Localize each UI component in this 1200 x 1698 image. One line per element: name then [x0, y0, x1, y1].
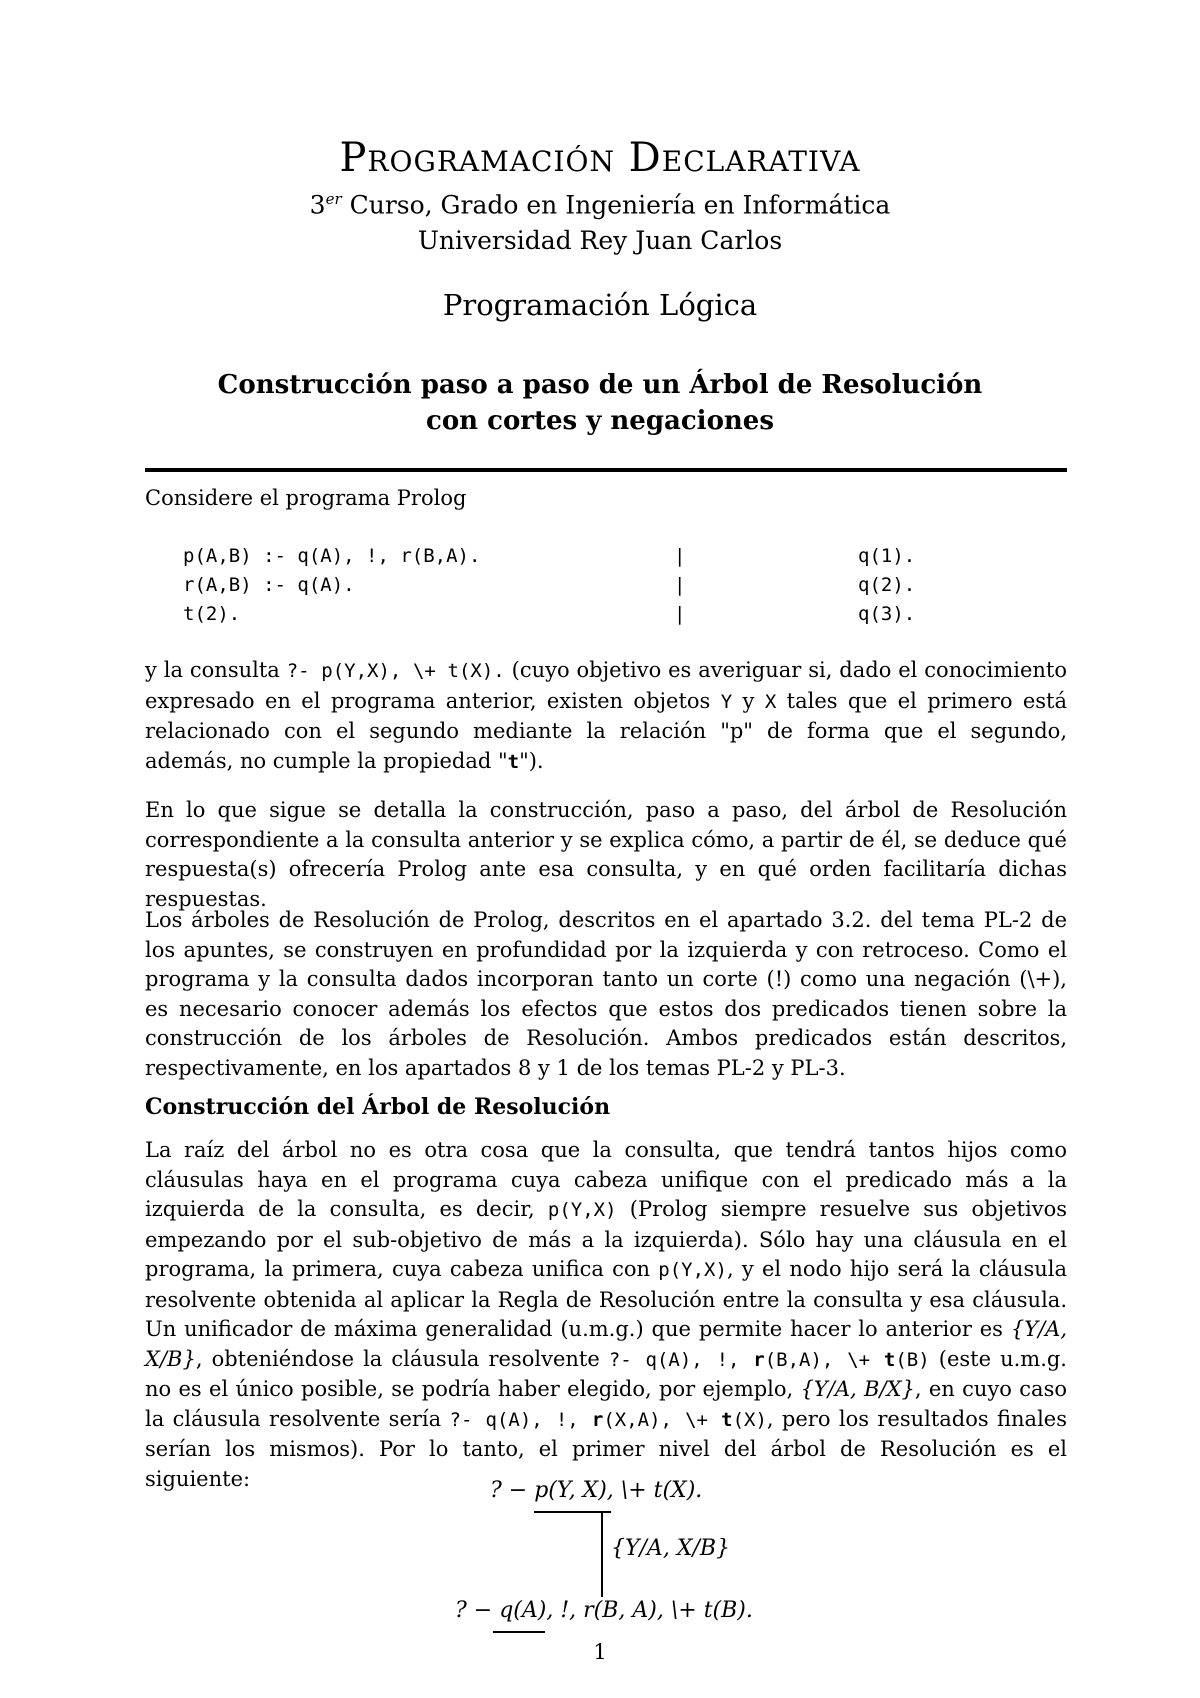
- p4-text-d: , obteniéndose la cláusula resolvente: [195, 1346, 609, 1371]
- program-line-1: p(A,B) :- q(A), !, r(B,A).: [183, 545, 481, 567]
- program-line-2: r(A,B) :- q(A).: [183, 574, 355, 596]
- p4-code-2: p(Y,X): [658, 1259, 727, 1281]
- query-paragraph: [145, 656, 1067, 777]
- heading-line-2: con cortes y negaciones: [425, 406, 774, 436]
- fact-q1: q(1).: [858, 545, 916, 567]
- p4-code-4a: ?- q(A), !,: [449, 1408, 592, 1431]
- course-superscript: er: [325, 190, 342, 208]
- query-and: y: [732, 688, 765, 713]
- p4-code-4t: t: [721, 1408, 733, 1431]
- separator-1: |: [674, 545, 686, 567]
- fact-q3: q(3).: [858, 603, 916, 625]
- course-line: [0, 190, 1200, 219]
- university-name: Universidad Rey Juan Carlos: [417, 226, 783, 255]
- p4-text-f: , en cuyo caso la cláusula resolvente sería: [145, 1377, 1067, 1431]
- p4-text-e: (este u.m.g. no es el único posible, se podría haber elegido, por ejemplo,: [145, 1346, 1067, 1401]
- tree-root-node: ? − p(Y, X), \+ t(X).: [490, 1478, 703, 1503]
- horizontal-rule: [145, 468, 1067, 472]
- p4-text-a: La raíz del árbol no es otra cosa que la consulta, que tendrá tantos hijos como cláusulas haya en el programa cuya cabeza unifique con el predicado más a la izquierda de la consulta, es decir,: [145, 1138, 1067, 1221]
- program-line-3: t(2).: [183, 603, 241, 625]
- predicate-t: t: [507, 750, 520, 773]
- p4-code-3a: ?- q(A), !,: [608, 1348, 754, 1371]
- query-text-2: tales que el primero está relacionado con el segundo mediante la relación "p" de forma que el segundo, además, no cumple la propiedad ": [145, 688, 1068, 773]
- program-left-column: [183, 542, 480, 629]
- p4-code-4b: (X,A), \+: [603, 1408, 722, 1431]
- query-code: ?- p(Y,X), \+ t(X).: [286, 660, 505, 682]
- subject-title: Programación Lógica: [442, 288, 758, 322]
- page-number: 1: [593, 1640, 607, 1664]
- p4-code-3r: r: [753, 1348, 765, 1371]
- course-number: 3: [309, 190, 326, 220]
- program-right-column: [858, 542, 915, 629]
- document-title: Programación Declarativa: [339, 135, 861, 181]
- p4-code-3t: t: [883, 1348, 896, 1371]
- query-text-3: ").: [519, 748, 544, 773]
- separator-2: |: [674, 574, 686, 596]
- p4-text-g: , pero los resultados finales serían los mismos). Por lo tanto, el primer nivel del árbol de Resolución es el siguiente:: [145, 1406, 1067, 1491]
- tree-child-node: ? − q(A), !, r(B, A), \+ t(B).: [455, 1598, 753, 1623]
- heading-line-1: Construcción paso a paso de un Árbol de Resolución: [217, 370, 983, 400]
- p4-mgu-1: {Y/A, X/B}: [145, 1317, 1067, 1371]
- p4-code-3b: (B,A), \+: [764, 1348, 884, 1371]
- paragraph-3: Los árboles de Resolución de Prolog, descritos en el apartado 3.2. del tema PL-2 de los apuntes, se construyen en profundidad por la izquierda y con retroceso. Como el programa y la consulta dados incorporan tanto un corte (!) como una negación (\+), es necesario conocer además los efectos que estos dos predicados tienen sobre la construcción de los árboles de Resolución. Ambos predicados están descritos, respectivamente, en los apartados 8 y 1 de los temas PL-2 y PL-3.: [145, 908, 1067, 1080]
- var-y: Y: [720, 690, 733, 713]
- separator-3: |: [674, 603, 686, 625]
- section-heading: Construcción del Árbol de Resolución: [145, 1094, 611, 1120]
- p4-text-c: , y el nodo hijo será la cláusula resolvente obtenida al aplicar la Regla de Resolución entre la consulta y esa cláusula. Un unificador de máxima generalidad (u.m.g.) que permite hacer lo anterior es: [145, 1257, 1067, 1341]
- p4-code-3c: (B): [895, 1348, 930, 1371]
- var-x: X: [764, 690, 777, 713]
- paragraph-4: [145, 1136, 1067, 1494]
- p4-text-b: (Prolog siempre resuelve sus objetivos empezando por el sub-objetivo de más a la izquierda). Sólo hay una cláusula en el programa, la primera, cuya cabeza unifica con: [145, 1197, 1067, 1281]
- program-separators: [674, 542, 685, 629]
- tree-edge-substitution: {Y/A, X/B}: [611, 1536, 731, 1561]
- tree-child-underline: [493, 1631, 545, 1633]
- course-description: Curso, Grado en Ingeniería en Informática: [341, 190, 891, 220]
- tree-edge: [601, 1512, 603, 1597]
- intro-text: Considere el programa Prolog: [145, 486, 467, 510]
- p4-code-1: p(Y,X): [547, 1199, 617, 1221]
- p4-code-4c: (X): [732, 1408, 767, 1431]
- tree-root-underline: [534, 1511, 611, 1513]
- fact-q2: q(2).: [858, 574, 916, 596]
- p4-mgu-2: {Y/A, B/X}: [800, 1377, 915, 1401]
- query-text-1: (cuyo objetivo es averiguar si, dado el conocimiento expresado en el programa anterior, existen objetos: [145, 658, 1068, 713]
- query-pre-text: y la consulta: [145, 658, 287, 682]
- p4-code-4r: r: [591, 1408, 604, 1431]
- paragraph-2: En lo que sigue se detalla la construcción, paso a paso, del árbol de Resolución correspondiente a la consulta anterior y se explica cómo, a partir de él, se deduce qué respuesta(s) ofrecería Prolog ante esa consulta, y en qué orden facilitaría dichas respuestas.: [145, 798, 1067, 911]
